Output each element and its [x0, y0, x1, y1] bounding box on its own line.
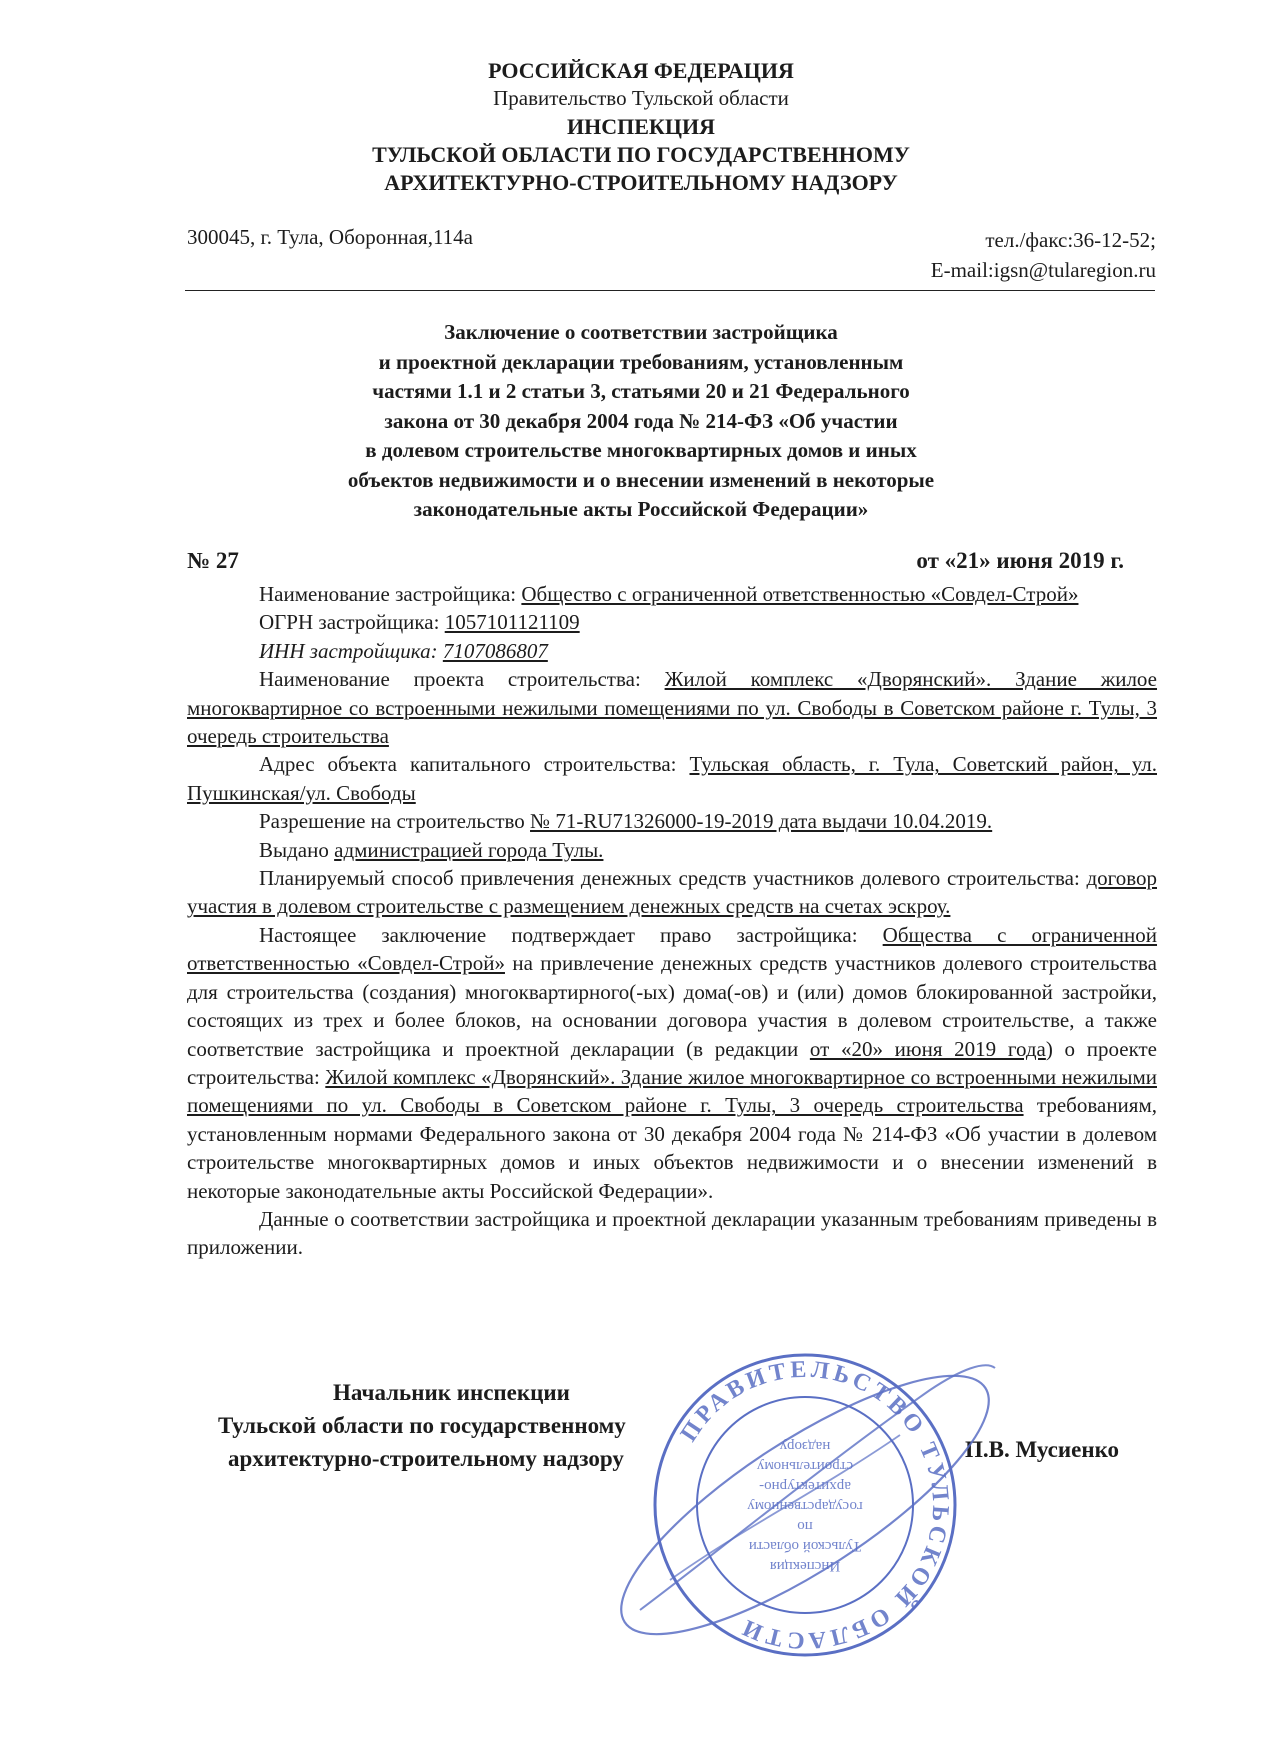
funding-field [187, 864, 1157, 921]
title-line: и проектной декларации требованиям, установленным [378, 349, 904, 374]
stamp-inner-line: Тульской области [748, 1538, 862, 1554]
header-divider [185, 290, 1155, 291]
developer-field [187, 580, 1157, 608]
conclusion-developer: Общества с ограниченной ответственностью «Совдел-Строй» [187, 922, 1158, 976]
title-line: законодательные акты Российской Федерации» [413, 497, 869, 521]
permit-label: Разрешение на строительство [259, 809, 531, 834]
signatory-title-line2: Тульской области по государственному [218, 1413, 626, 1438]
ogrn-field [187, 608, 1157, 636]
issued-label: Выдано [259, 837, 335, 862]
funding-label: Планируемый способ привлечения денежных средств участников долевого строительства: [259, 866, 1087, 891]
header-government: Правительство Тульской области [493, 86, 789, 110]
signatory-title-line3: архитектурно-строительному надзору [228, 1446, 624, 1471]
header-agency-line1: ИНСПЕКЦИЯ [567, 114, 715, 139]
conclusion-text: на привлечение денежных средств участников долевого строительства для строительства (создания) многоквартирного(-ых) дома(-ов) и (или) домов блокированной застройки, состоящих из трех и более блоков, на основании договора участия в долевом строительстве, а также соответствие застройщика и проектной декларации (в редакции [187, 951, 1157, 1061]
document-number: № 27 [187, 548, 239, 573]
ogrn-label: ОГРН застройщика: [259, 610, 445, 635]
signatory-name: П.В. Мусиенко [965, 1437, 1120, 1462]
project-value: Жилой комплекс «Дворянский». Здание жилое многоквартирное со встроенными нежилыми помещениями по ул. Свободы в Советском районе г. Тулы, 3 очередь строительства [187, 667, 1158, 749]
stamp-inner-line: надзору [779, 1438, 831, 1454]
conclusion-project: Жилой комплекс «Дворянский». Здание жилое многоквартирное со встроенными нежилыми помещениями по ул. Свободы в Советском районе г. Тулы, 3 очередь строительства [187, 1064, 1157, 1118]
appendix-note: Данные о соответствии застройщика и проектной декларации указанным требованиям приведены в приложении. [187, 1206, 1157, 1260]
object-address-field [187, 750, 1157, 807]
title-line: частями 1.1 и 2 статьи 3, статьями 20 и 21 Федерального [372, 379, 910, 403]
funding-value: договор участия в долевом строительстве с размещением денежных средств на счетах эскроу. [187, 866, 1157, 919]
inn-field [187, 637, 1157, 665]
signature-loop [600, 1340, 1020, 1640]
document-title [0, 318, 1282, 525]
title-line: объектов недвижимости и о внесении изменений в некоторые [347, 467, 935, 492]
conclusion-text: требованиям, установленным нормами Федерального закона от 30 декабря 2004 года № 214-ФЗ «Об участии в долевом строительстве многоквартирных домов и иных объектов недвижимости и о внесении изменений в некоторые законодательные акты Российской Федерации». [187, 1093, 1157, 1203]
stamp-inner-line: государственному [747, 1498, 863, 1514]
header-agency-line3: АРХИТЕКТУРНО-СТРОИТЕЛЬНОМУ НАДЗОРУ [384, 170, 898, 195]
title-line: в долевом строительстве многоквартирных домов и иных [365, 438, 917, 462]
title-line: Заключение о соответствии застройщика [444, 320, 838, 344]
agency-email: E-mail:igsn@tularegion.ru [930, 258, 1156, 282]
project-field [187, 665, 1157, 750]
title-line: закона от 30 декабря 2004 года № 214-ФЗ «Об участии [384, 408, 898, 433]
conclusion-text: Настоящее заключение подтверждает право застройщика: [259, 922, 883, 947]
stamp-inner-line: по [797, 1518, 813, 1534]
inn-value: 7107086807 [442, 638, 548, 663]
handwritten-signature [600, 1340, 1020, 1640]
issued-value: администрацией города Тулы. [334, 837, 604, 862]
developer-value: Общество с ограниченной ответственностью «Совдел-Строй» [521, 582, 1079, 606]
signature-stroke [670, 1435, 900, 1580]
header-agency-line2: ТУЛЬСКОЙ ОБЛАСТИ ПО ГОСУДАРСТВЕННОМУ [372, 142, 910, 167]
object-address-label: Адрес объекта капитального строительства: [259, 752, 690, 777]
ogrn-value: 1057101121109 [444, 610, 580, 635]
project-label: Наименование проекта строительства: [259, 667, 665, 692]
conclusion-text: ) о проекте строительства: [187, 1036, 1157, 1089]
stamp-inner-line: строительному [756, 1458, 854, 1474]
issued-field [187, 836, 1157, 864]
stamp-inner-line: архитектурно- [759, 1478, 851, 1494]
conclusion-edition: от «20» июня 2019 года [809, 1036, 1046, 1061]
agency-contacts [931, 225, 1156, 285]
permit-field [187, 807, 1157, 835]
permit-value: № 71-RU71326000-19-2019 дата выдачи 10.04.2019. [530, 809, 993, 834]
inn-label: ИНН застройщика: [259, 638, 443, 663]
document-body [187, 580, 1157, 1262]
object-address-value: Тульская область, г. Тула, Советский район, ул. Пушкинская/ул. Свободы [187, 752, 1157, 805]
stamp-ring-textpath: ПРАВИТЕЛЬСТВО ТУЛЬСКОЙ ОБЛАСТИ [675, 1356, 954, 1654]
agency-address: 300045, г. Тула, Оборонная,114а [187, 225, 474, 249]
signatory-title-line1: Начальник инспекции [333, 1380, 570, 1405]
stamp-inner-line: Инспекция [769, 1558, 841, 1574]
conclusion-paragraph [187, 921, 1157, 1205]
agency-phone: тел./факс:36-12-52; [985, 228, 1156, 252]
header-country: РОССИЙСКАЯ ФЕДЕРАЦИЯ [488, 58, 794, 83]
document-date: от «21» июня 2019 г. [916, 548, 1124, 573]
developer-label: Наименование застройщика: [259, 582, 522, 606]
